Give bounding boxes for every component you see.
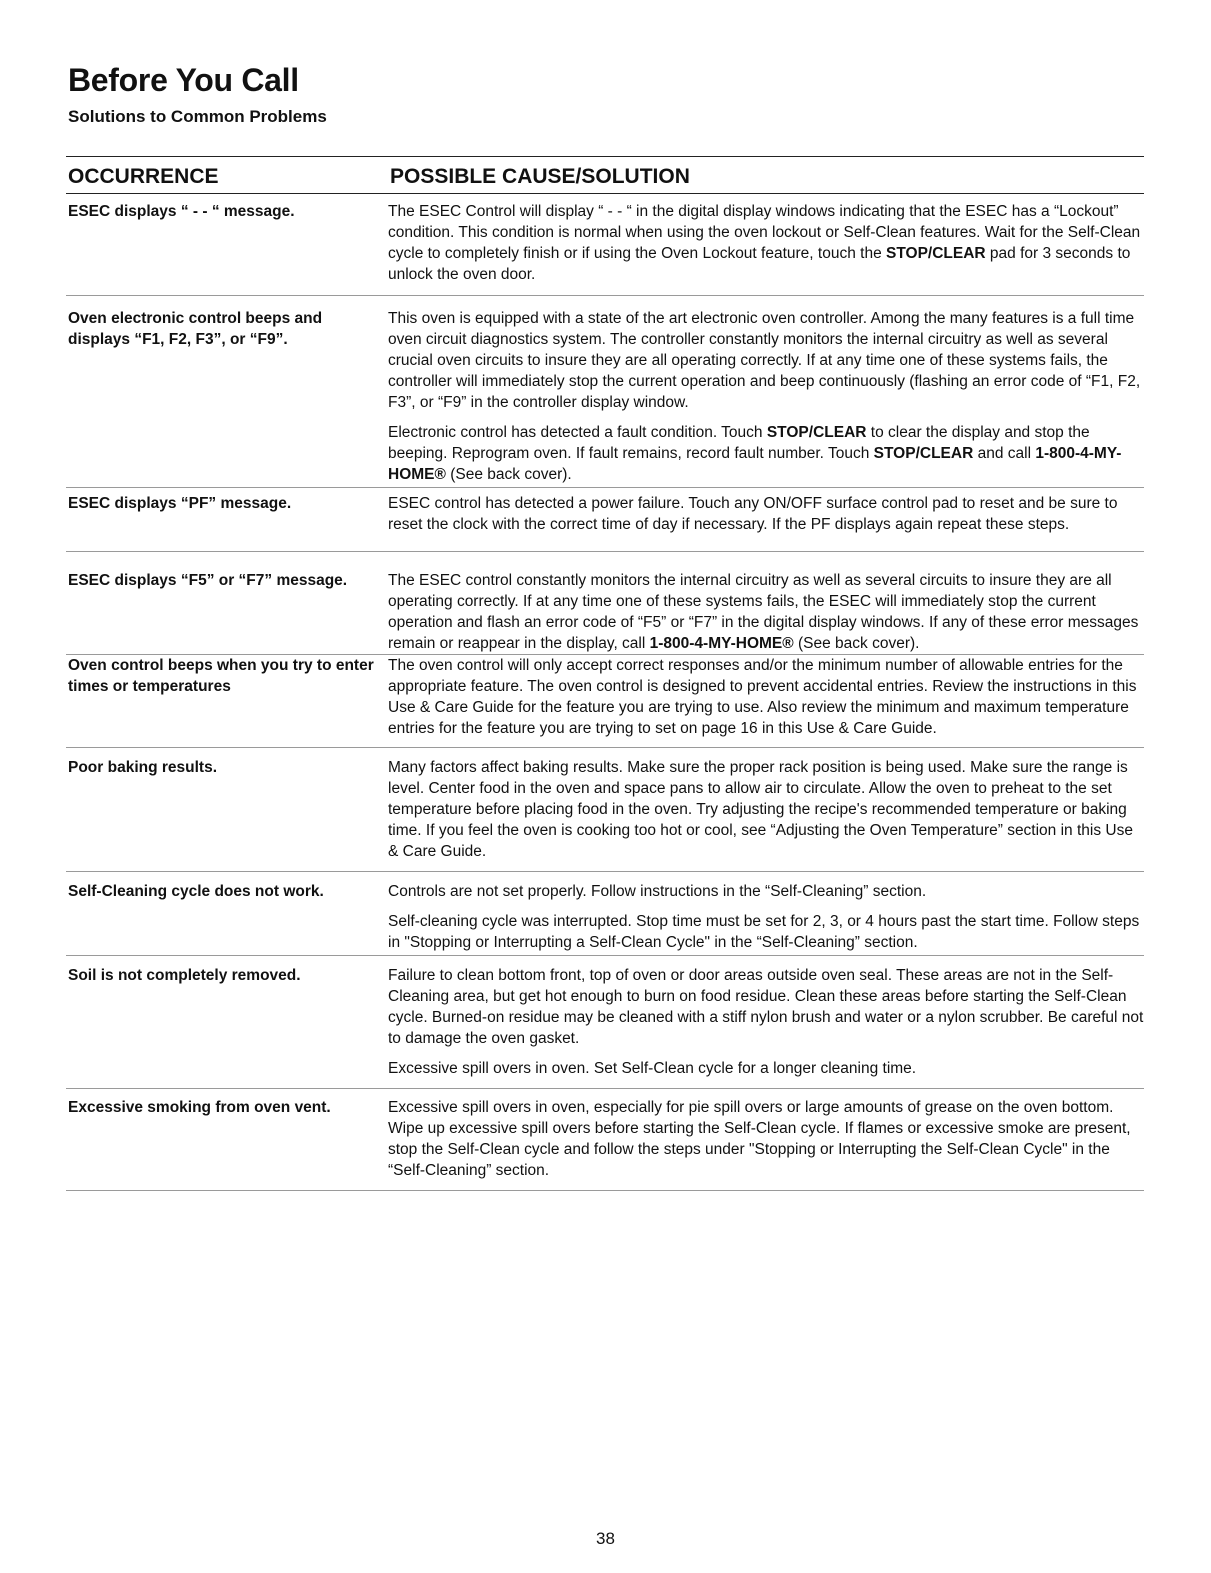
text-segment: to clear the display and stop the beeping. Reprogram oven. If fault remains, record fault number. Touch <box>388 424 1090 462</box>
text-segment: (See back cover). <box>445 466 572 483</box>
solution-paragraph <box>388 1097 1144 1181</box>
text-segment: ESEC control has detected a power failure. Touch any ON/OFF surface control pad to reset and be sure to reset the clock with the correct time of day if necessary. If the PF displays again repeat these steps. <box>388 495 1118 533</box>
table-row <box>66 488 1144 552</box>
text-segment: pad for 3 seconds to unlock the oven door. <box>388 245 1131 283</box>
table-row <box>66 296 1144 488</box>
text-segment: The ESEC Control will display “ - - “ in the digital display windows indicating that the ESEC has a “Lockout” condition. This condition is normal when using the oven lockout or Self-Clean features. Wait for the Self-Clean cycle to completely finish or if using the Oven Lockout feature, touch the <box>388 203 1141 262</box>
occurrence-cell: ESEC displays “F5” or “F7” message. <box>68 572 348 589</box>
table-header <box>66 157 1144 194</box>
table-row <box>66 748 1144 872</box>
solution-column-header: POSSIBLE CAUSE/SOLUTION <box>390 165 690 188</box>
solution-cell <box>388 1097 1144 1181</box>
solution-paragraph <box>388 881 1144 902</box>
occurrence-cell: Soil is not completely removed. <box>68 967 301 984</box>
solution-paragraph <box>388 965 1144 1049</box>
solution-cell <box>388 570 1144 654</box>
occurrence-cell: Oven control beeps when you try to enter times or temperatures <box>68 657 374 695</box>
table-row <box>66 552 1144 655</box>
occurrence-cell: Oven electronic control beeps and displays “F1, F2, F3”, or “F9”. <box>68 310 323 348</box>
solution-cell <box>388 308 1144 485</box>
text-segment: Excessive spill overs in oven. Set Self-Clean cycle for a longer cleaning time. <box>388 1060 917 1077</box>
bold-text: 1-800-4-MY-HOME® <box>649 635 794 652</box>
solution-paragraph <box>388 1058 1144 1079</box>
occurrence-cell: Self-Cleaning cycle does not work. <box>68 883 324 900</box>
solution-paragraph <box>388 493 1144 535</box>
text-segment: Failure to clean bottom front, top of oven or door areas outside oven seal. These areas are not in the Self-Cleaning area, but get hot enough to burn on food residue. Clean these areas before starting the Self-Clean cycle. Burned-on residue may be cleaned with a stiff nylon brush and water or a nylon scrubber. Be careful not to damage the oven gasket. <box>388 967 1144 1047</box>
text-segment: Self-cleaning cycle was interrupted. Stop time must be set for 2, 3, or 4 hours past the start time. Follow steps in "Stopping or Interrupting a Self-Clean Cycle" in the “Self-Cleaning” section. <box>388 913 1140 951</box>
solution-cell <box>388 493 1144 535</box>
table-row <box>66 1089 1144 1191</box>
bold-text: STOP/CLEAR <box>873 445 974 462</box>
bold-text: STOP/CLEAR <box>766 424 867 441</box>
occurrence-column-header: OCCURRENCE <box>68 165 219 188</box>
solution-cell <box>388 965 1144 1079</box>
solution-cell <box>388 881 1144 953</box>
table-row <box>66 194 1144 296</box>
bold-text: 1-800-4-MY-HOME® <box>388 445 1122 483</box>
text-segment: Excessive spill overs in oven, especially for pie spill overs or large amounts of grease on the oven bottom. Wipe up excessive spill overs before starting the Self-Clean cycle. If flames or excessive smoke are present, stop the Self-Clean cycle and follow the steps under "Stopping or Interrupting the Self-Clean Cycle" in the “Self-Cleaning” section. <box>388 1099 1131 1179</box>
solution-paragraph <box>388 422 1144 485</box>
text-segment: Many factors affect baking results. Make sure the proper rack position is being used. Make sure the range is level. Center food in the oven and space pans to allow air to circulate. Allow the oven to preheat to the set temperature before placing food in the oven. Try adjusting the recipe's recommended temperature or baking time. If you feel the oven is cooking too hot or cool, see “Adjusting the Oven Temperature” section in this Use & Care Guide. <box>388 759 1133 860</box>
text-segment: Electronic control has detected a fault condition. Touch <box>388 424 767 441</box>
bold-text: STOP/CLEAR <box>886 245 986 262</box>
table-body <box>66 194 1144 1191</box>
text-segment: The ESEC control constantly monitors the internal circuitry as well as several circuits to insure they are all operating correctly. If at any time one of these systems fails, the ESEC will immediately stop the current operation and flash an error code of “F5” or “F7” in the digital display windows. If any of these error messages remain or reappear in the display, call <box>388 572 1139 652</box>
solution-paragraph <box>388 570 1144 654</box>
text-segment: The oven control will only accept correct responses and/or the minimum number of allowable entries for the appropriate feature. The oven control is designed to prevent accidental entries. Review the instructions in this Use & Care Guide for the feature you are trying to use. Also review the minimum and maximum temperature entries for the feature you are trying to set on page 16 in this Use & Care Guide. <box>388 657 1137 737</box>
page-subtitle: Solutions to Common Problems <box>68 107 327 126</box>
table-row <box>66 872 1144 956</box>
page-number: 38 <box>596 1529 615 1548</box>
solution-paragraph <box>388 655 1144 739</box>
text-segment: Controls are not set properly. Follow instructions in the “Self-Cleaning” section. <box>388 883 927 900</box>
solution-cell <box>388 757 1144 862</box>
solution-paragraph <box>388 308 1144 413</box>
solution-cell <box>388 201 1144 285</box>
solution-paragraph <box>388 911 1144 953</box>
solution-cell <box>388 655 1144 739</box>
occurrence-cell: Excessive smoking from oven vent. <box>68 1099 331 1116</box>
occurrence-cell: ESEC displays “PF” message. <box>68 495 292 512</box>
troubleshooting-table <box>66 156 1144 1191</box>
text-segment: This oven is equipped with a state of the art electronic oven controller. Among the many features is a full time oven circuit diagnostics system. The controller constantly monitors the internal circuitry as well as several crucial oven circuits to insure they are all operating correctly. If at any time one of these systems fails, the controller will immediately stop the current operation and beep continuously (flashing an error code of “F1, F2, F3”, or “F9” in the controller display window. <box>388 310 1141 411</box>
occurrence-cell: ESEC displays “ - - “ message. <box>68 203 295 220</box>
occurrence-cell: Poor baking results. <box>68 759 218 776</box>
solution-paragraph <box>388 201 1144 285</box>
solution-paragraph <box>388 757 1144 862</box>
page-title: Before You Call <box>68 62 299 98</box>
text-segment: and call <box>973 445 1036 462</box>
table-row <box>66 655 1144 748</box>
table-row <box>66 956 1144 1089</box>
text-segment: (See back cover). <box>793 635 920 652</box>
